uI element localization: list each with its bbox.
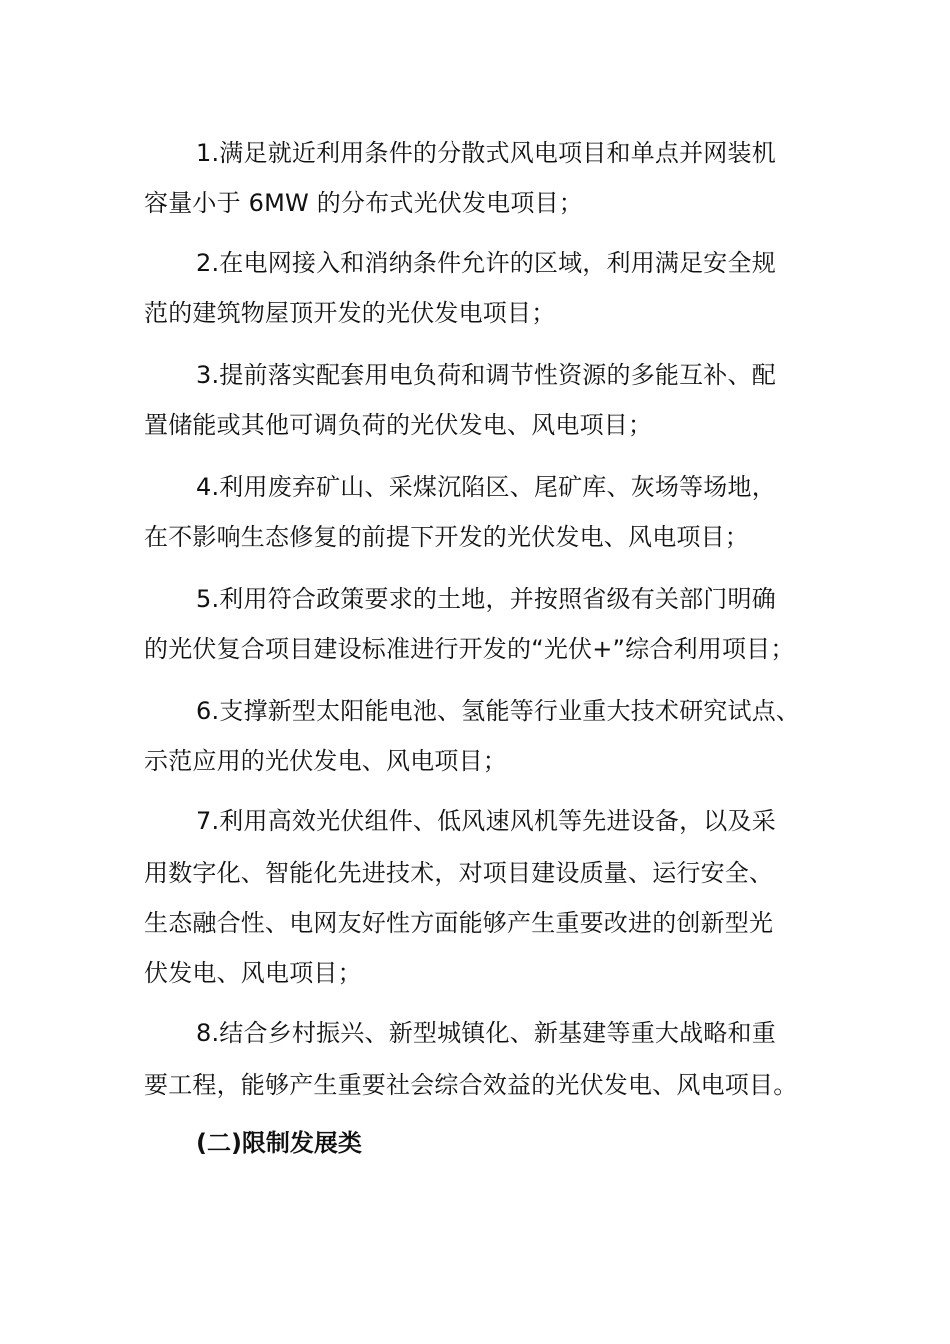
item-6-line-1: 6.支撑新型太阳能电池、氢能等行业重大技术研究试点、 bbox=[196, 697, 801, 725]
item-4-line-1: 4.利用废弃矿山、采煤沉陷区、尾矿库、灰场等场地， bbox=[196, 473, 776, 501]
item-2-line-1: 2.在电网接入和消纳条件允许的区域，利用满足安全规 bbox=[196, 249, 776, 277]
item-6-line-2: 示范应用的光伏发电、风电项目； bbox=[144, 747, 507, 775]
item-7-line-1: 7.利用高效光伏组件、低风速风机等先进设备，以及采 bbox=[196, 807, 776, 835]
item-3-line-1: 3.提前落实配套用电负荷和调节性资源的多能互补、配 bbox=[196, 361, 776, 389]
item-7-line-4: 伏发电、风电项目； bbox=[144, 959, 362, 987]
item-7-line-2: 用数字化、智能化先进技术，对项目建设质量、运行安全、 bbox=[144, 859, 774, 887]
item-1-line-2: 容量小于 6MW 的分布式光伏发电项目； bbox=[144, 189, 583, 217]
item-1-line-1: 1.满足就近利用条件的分散式风电项目和单点并网装机 bbox=[196, 139, 776, 167]
section-heading: (二)限制发展类 bbox=[196, 1129, 362, 1157]
item-8-line-1: 8.结合乡村振兴、新型城镇化、新基建等重大战略和重 bbox=[196, 1019, 776, 1047]
item-7-line-3: 生态融合性、电网友好性方面能够产生重要改进的创新型光 bbox=[144, 909, 774, 937]
item-4-line-2: 在不影响生态修复的前提下开发的光伏发电、风电项目； bbox=[144, 523, 749, 551]
item-2-line-2: 范的建筑物屋顶开发的光伏发电项目； bbox=[144, 299, 556, 327]
item-8-line-2: 要工程，能够产生重要社会综合效益的光伏发电、风电项目。 bbox=[144, 1071, 798, 1099]
item-5-line-1: 5.利用符合政策要求的土地，并按照省级有关部门明确 bbox=[196, 585, 776, 613]
item-3-line-2: 置储能或其他可调负荷的光伏发电、风电项目； bbox=[144, 411, 653, 439]
item-5-line-2: 的光伏复合项目建设标准进行开发的“光伏+”综合利用项目； bbox=[144, 635, 795, 663]
